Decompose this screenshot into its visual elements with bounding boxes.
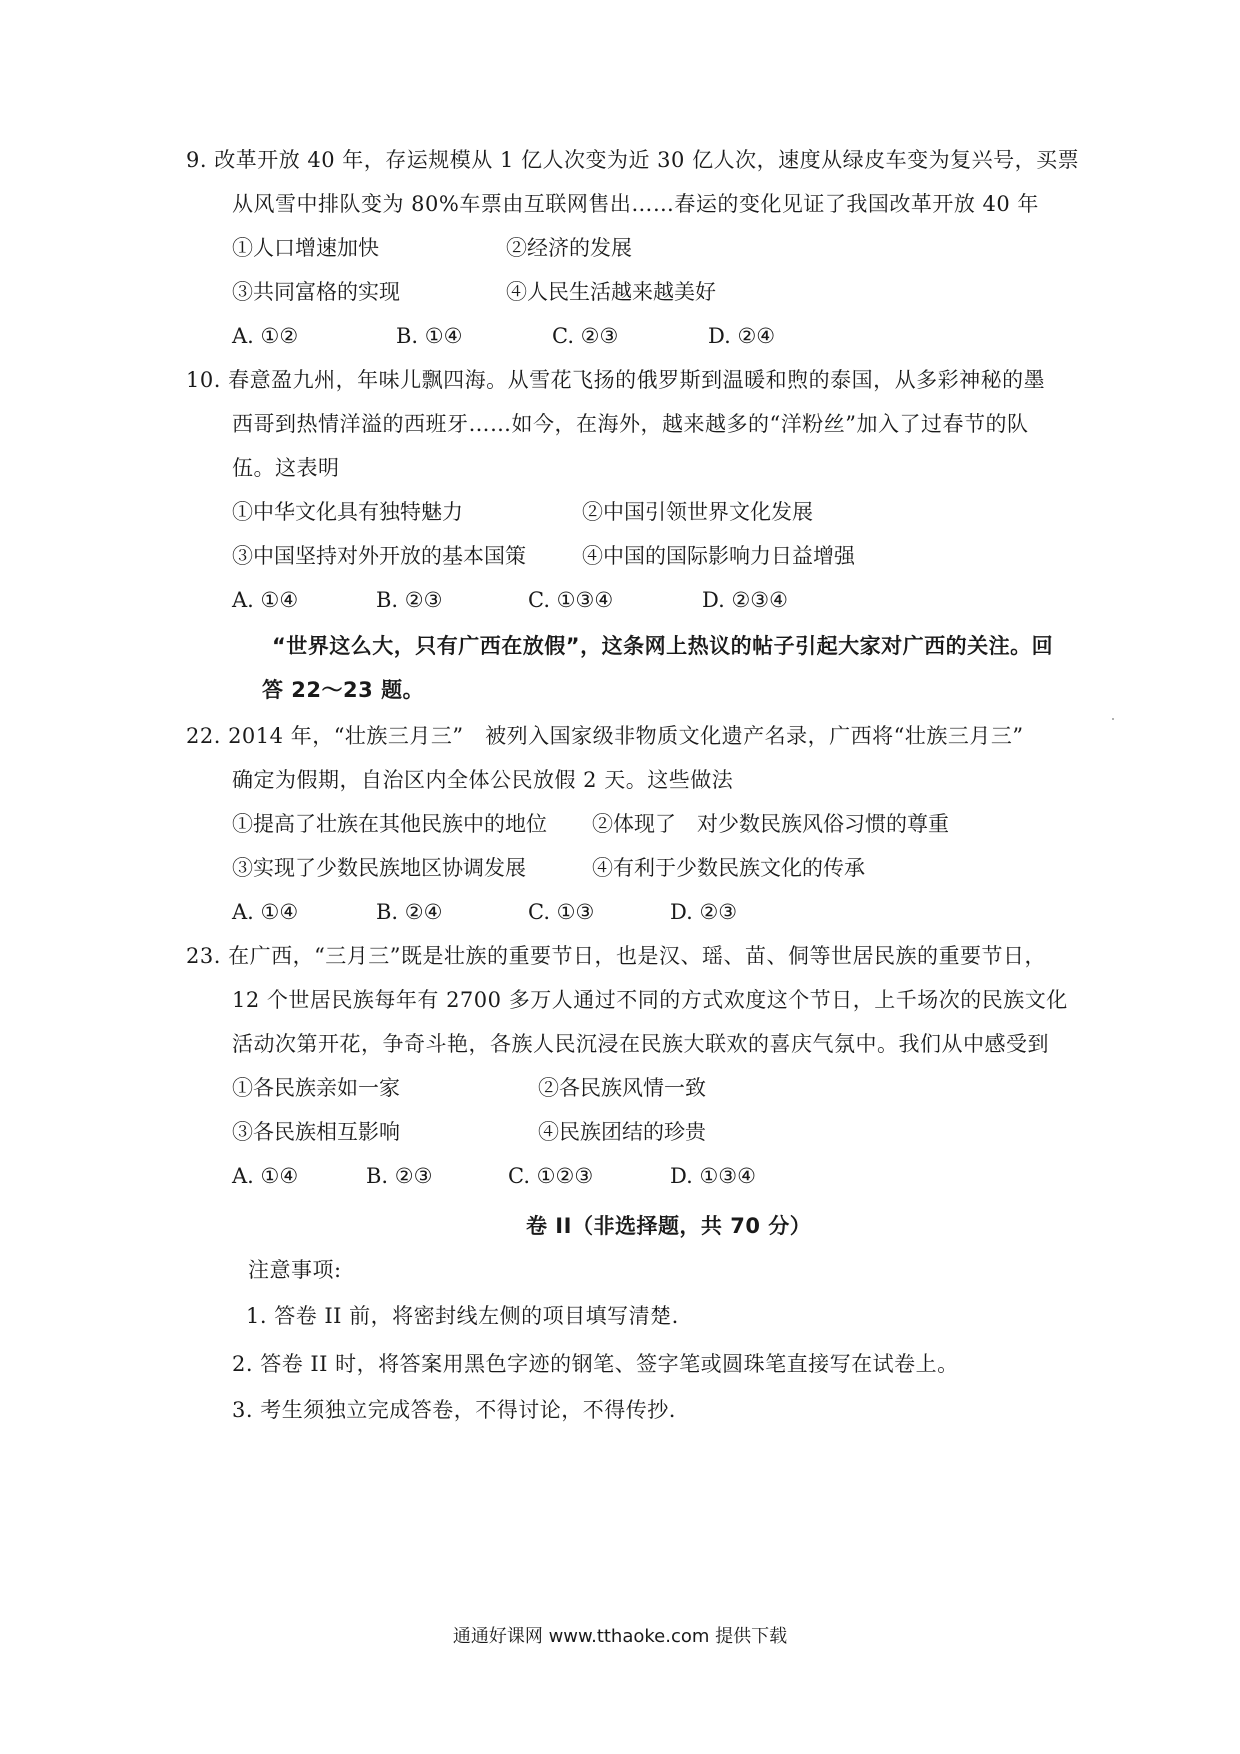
part2-title: 卷 II（非选择题，共 70 分） <box>526 1214 812 1238</box>
q22-statement-2: ②体现了 对少数民族风俗习惯的尊重 <box>592 812 949 836</box>
part2-note-3: 3. 考生须独立完成答卷，不得讨论，不得传抄. <box>232 1398 676 1422</box>
page-footer: 通通好课网 www.tthaoke.com 提供下载 <box>452 1626 788 1647</box>
q23-stem-line1: 23. 在广西，“三月三”既是壮族的重要节日，也是汉、瑶、苗、侗等世居民族的重要节日， <box>186 944 1047 968</box>
q22-statement-3: ③实现了少数民族地区协调发展 <box>232 856 526 880</box>
q22-choice-a: A. ①④ <box>232 900 299 924</box>
q9-statement-4: ④人民生活越来越美好 <box>506 280 716 304</box>
q10-stem-line2: 西哥到热情洋溢的西班牙……如今，在海外，越来越多的“洋粉丝”加入了过春节的队 <box>232 412 1029 436</box>
q23-choice-b: B. ②③ <box>366 1164 433 1188</box>
q10-stem-line1: 10. 春意盈九州，年味儿飘四海。从雪花飞扬的俄罗斯到温暖和煦的泰国，从多彩神秘的墨 <box>186 368 1046 392</box>
q22-choice-c: C. ①③ <box>528 900 595 924</box>
q23-stem-line3: 活动次第开花，争奇斗艳，各族人民沉浸在民族大联欢的喜庆气氛中。我们从中感受到 <box>232 1032 1049 1056</box>
q9-stem-line2: 从风雪中排队变为 80%车票由互联网售出……春运的变化见证了我国改革开放 40 年 <box>232 192 1039 216</box>
q10-choice-d: D. ②③④ <box>702 588 788 612</box>
q23-statement-3: ③各民族相互影响 <box>232 1120 400 1144</box>
intro-line1: “世界这么大，只有广西在放假”，这条网上热议的帖子引起大家对广西的关注。回 <box>272 634 1054 658</box>
q23-stem-line2: 12 个世居民族每年有 2700 多万人通过不同的方式欢度这个节日，上千场次的民族文化 <box>232 988 1068 1012</box>
q22-stem-line2: 确定为假期，自治区内全体公民放假 2 天。这些做法 <box>232 768 734 792</box>
q10-statement-2: ②中国引领世界文化发展 <box>582 500 813 524</box>
q9-stem-line1: 9. 改革开放 40 年，存运规模从 1 亿人次变为近 30 亿人次，速度从绿皮车变为复兴号，买票 <box>186 148 1080 172</box>
part2-note-1: 1. 答卷 II 前，将密封线左侧的项目填写清楚. <box>246 1304 679 1328</box>
q23-statement-1: ①各民族亲如一家 <box>232 1076 400 1100</box>
q10-stem-line3: 伍。这表明 <box>232 456 340 480</box>
q9-choice-b: B. ①④ <box>396 324 463 348</box>
part2-note-2: 2. 答卷 II 时，将答案用黑色字迹的钢笔、签字笔或圆珠笔直接写在试卷上。 <box>232 1352 959 1376</box>
intro-line2: 答 22～23 题。 <box>262 678 425 702</box>
q23-choice-c: C. ①②③ <box>508 1164 594 1188</box>
q10-choice-a: A. ①④ <box>232 588 299 612</box>
q10-choice-c: C. ①③④ <box>528 588 614 612</box>
q9-choice-c: C. ②③ <box>552 324 619 348</box>
q10-statement-1: ①中华文化具有独特魅力 <box>232 500 463 524</box>
q23-statement-2: ②各民族风情一致 <box>538 1076 706 1100</box>
q23-choice-d: D. ①③④ <box>670 1164 756 1188</box>
q22-stem-line1: 22. 2014 年，“壮族三月三” 被列入国家级非物质文化遗产名录，广西将“壮族三月三” <box>186 724 1024 748</box>
q22-choice-d: D. ②③ <box>670 900 738 924</box>
scan-speck <box>1112 718 1114 720</box>
q9-statement-2: ②经济的发展 <box>506 236 632 260</box>
q10-choice-b: B. ②③ <box>376 588 443 612</box>
q9-statement-1: ①人口增速加快 <box>232 236 379 260</box>
q23-statement-4: ④民族团结的珍贵 <box>538 1120 706 1144</box>
q22-statement-1: ①提高了壮族在其他民族中的地位 <box>232 812 547 836</box>
q10-statement-4: ④中国的国际影响力日益增强 <box>582 544 855 568</box>
q10-statement-3: ③中国坚持对外开放的基本国策 <box>232 544 526 568</box>
q22-statement-4: ④有利于少数民族文化的传承 <box>592 856 865 880</box>
q9-statement-3: ③共同富格的实现 <box>232 280 400 304</box>
q23-choice-a: A. ①④ <box>232 1164 299 1188</box>
q9-choice-a: A. ①② <box>232 324 299 348</box>
part2-notice-heading: 注意事项: <box>248 1258 342 1282</box>
q22-choice-b: B. ②④ <box>376 900 443 924</box>
q9-choice-d: D. ②④ <box>708 324 776 348</box>
